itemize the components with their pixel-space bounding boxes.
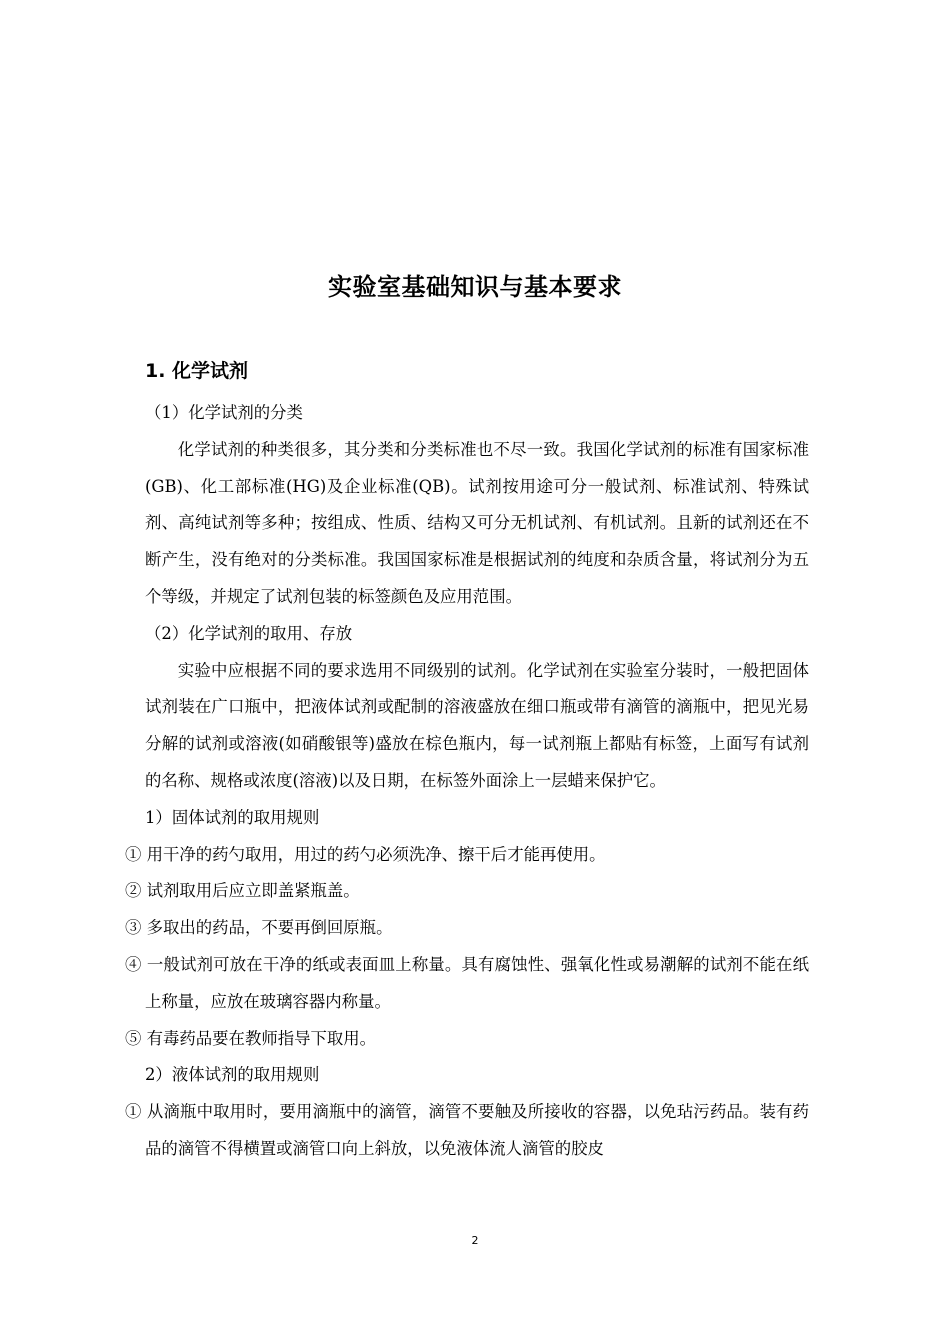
list-item: ① 用干净的药勺取用，用过的药勺必须洗净、擦干后才能再使用。 <box>125 844 606 864</box>
list-item: ② 试剂取用后应立即盖紧瓶盖。 <box>125 881 360 901</box>
subheading-classification: （1）化学试剂的分类 <box>145 403 303 422</box>
list-item: ⑤ 有毒药品要在教师指导下取用。 <box>125 1028 377 1048</box>
section-heading-chemical-reagents: 1. 化学试剂 <box>145 360 249 382</box>
document-title: 实验室基础知识与基本要求 <box>328 273 622 301</box>
page-number: 2 <box>471 1234 479 1247</box>
list-item: ③ 多取出的药品，不要再倒回原瓶。 <box>125 918 393 938</box>
paragraph-classification: 化学试剂的种类很多，其分类和分类标准也不尽一致。我国化学试剂的标准有国家标准(GB)、化工部标准(HG)及企业标准(QB)。试剂按用途可分一般试剂、标准试剂、特殊试剂、高纯试剂等多种；按组成、性质、结构又可分无机试剂、有机试剂。且新的试剂还在不断产生，没有绝对的分类标准。我国国家标准是根据试剂的纯度和杂质含量，将试剂分为五个等级，并规定了试剂包装的标签颜色及应用范围。 <box>145 439 809 606</box>
list-item: ① 从滴瓶中取用时，要用滴瓶中的滴管，滴管不要触及所接收的容器，以免玷污药品。装有药品的滴管不得横置或滴管口向上斜放，以免液体流人滴管的胶皮 <box>125 1102 809 1158</box>
paragraph-usage-storage: 实验中应根据不同的要求选用不同级别的试剂。化学试剂在实验室分装时，一般把固体试剂装在广口瓶中，把液体试剂或配制的溶液盛放在细口瓶或带有滴管的滴瓶中，把见光易分解的试剂或溶液(如硝酸银等)盛放在棕色瓶内，每一试剂瓶上都贴有标签，上面写有试剂的名称、规格或浓度(溶液)以及日期，在标签外面涂上一层蜡来保护它。 <box>145 660 809 790</box>
document-body <box>125 395 809 1168</box>
list-item: ④ 一般试剂可放在干净的纸或表面皿上称量。具有腐蚀性、强氧化性或易潮解的试剂不能在纸上称量，应放在玻璃容器内称量。 <box>125 954 809 1011</box>
subheading-usage-storage: （2）化学试剂的取用、存放 <box>145 623 353 643</box>
subheading-liquid-rules: 2）液体试剂的取用规则 <box>145 1065 320 1085</box>
subheading-solid-rules: 1）固体试剂的取用规则 <box>145 807 320 827</box>
